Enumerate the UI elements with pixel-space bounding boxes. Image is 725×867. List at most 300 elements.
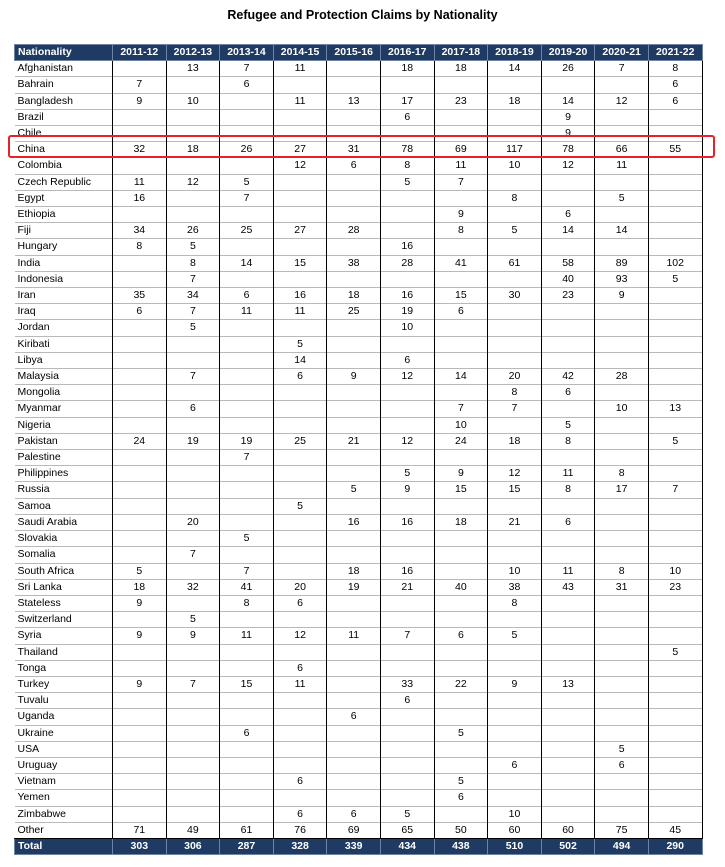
- claim-count-cell: 7: [434, 401, 488, 417]
- claim-count-cell: 14: [541, 93, 595, 109]
- total-label: Total: [15, 838, 113, 854]
- claim-count-cell: 41: [220, 579, 274, 595]
- claim-count-cell: 19: [166, 433, 220, 449]
- claim-count-cell: 8: [488, 190, 542, 206]
- nationality-cell: Slovakia: [15, 531, 113, 547]
- claim-count-cell: [434, 547, 488, 563]
- claim-count-cell: [327, 239, 381, 255]
- claim-count-cell: [541, 174, 595, 190]
- claim-count-cell: [488, 271, 542, 287]
- claim-count-cell: 6: [595, 757, 649, 773]
- claim-count-cell: 26: [220, 142, 274, 158]
- table-row: [15, 417, 703, 433]
- table-row: [15, 498, 703, 514]
- claim-count-cell: [648, 385, 702, 401]
- claim-count-cell: 27: [273, 223, 327, 239]
- claim-count-cell: [327, 207, 381, 223]
- claim-count-cell: [434, 806, 488, 822]
- claim-count-cell: [380, 595, 434, 611]
- claim-count-cell: 12: [273, 628, 327, 644]
- claim-count-cell: 6: [327, 709, 381, 725]
- table-row: [15, 288, 703, 304]
- claim-count-cell: [380, 336, 434, 352]
- claim-count-cell: 49: [166, 822, 220, 838]
- claim-count-cell: [541, 806, 595, 822]
- table-row: [15, 660, 703, 676]
- claim-count-cell: 33: [380, 676, 434, 692]
- claim-count-cell: 5: [327, 482, 381, 498]
- claim-count-cell: [220, 547, 274, 563]
- claim-count-cell: 7: [380, 628, 434, 644]
- claim-count-cell: [541, 644, 595, 660]
- claim-count-cell: [273, 644, 327, 660]
- claim-count-cell: [541, 352, 595, 368]
- claim-count-cell: [113, 644, 167, 660]
- column-header-year: 2019-20: [541, 45, 595, 61]
- claim-count-cell: [648, 450, 702, 466]
- claim-count-cell: 12: [380, 369, 434, 385]
- claim-count-cell: 25: [220, 223, 274, 239]
- claim-count-cell: [541, 547, 595, 563]
- claim-count-cell: 9: [434, 466, 488, 482]
- claim-count-cell: [648, 320, 702, 336]
- claim-count-cell: 78: [541, 142, 595, 158]
- claim-count-cell: [327, 498, 381, 514]
- column-header-nationality: Nationality: [15, 45, 113, 61]
- claim-count-cell: [113, 336, 167, 352]
- claim-count-cell: 117: [488, 142, 542, 158]
- claim-count-cell: [380, 77, 434, 93]
- claim-count-cell: [327, 547, 381, 563]
- claim-count-cell: [273, 531, 327, 547]
- claim-count-cell: [327, 271, 381, 287]
- table-row: [15, 725, 703, 741]
- claim-count-cell: 11: [273, 676, 327, 692]
- claim-count-cell: [648, 660, 702, 676]
- claim-count-cell: 8: [166, 255, 220, 271]
- nationality-cell: Libya: [15, 352, 113, 368]
- claim-count-cell: [434, 563, 488, 579]
- claim-count-cell: [113, 401, 167, 417]
- claim-count-cell: 26: [166, 223, 220, 239]
- claim-count-cell: 12: [273, 158, 327, 174]
- claim-count-cell: 6: [327, 806, 381, 822]
- claim-count-cell: [488, 417, 542, 433]
- claim-count-cell: [273, 514, 327, 530]
- claim-count-cell: 34: [166, 288, 220, 304]
- claim-count-cell: [273, 563, 327, 579]
- claim-count-cell: [541, 595, 595, 611]
- claim-count-cell: 32: [166, 579, 220, 595]
- total-value: 438: [434, 838, 488, 854]
- claim-count-cell: [488, 741, 542, 757]
- claim-count-cell: [595, 693, 649, 709]
- claim-count-cell: 7: [220, 190, 274, 206]
- claim-count-cell: [166, 466, 220, 482]
- claim-count-cell: [434, 77, 488, 93]
- claim-count-cell: [327, 774, 381, 790]
- claim-count-cell: 61: [220, 822, 274, 838]
- claim-count-cell: [488, 109, 542, 125]
- claim-count-cell: [434, 644, 488, 660]
- claim-count-cell: [541, 612, 595, 628]
- claim-count-cell: [648, 223, 702, 239]
- claim-count-cell: 9: [113, 676, 167, 692]
- claim-count-cell: [595, 450, 649, 466]
- claim-count-cell: [113, 385, 167, 401]
- claim-count-cell: 75: [595, 822, 649, 838]
- claim-count-cell: [327, 531, 381, 547]
- claim-count-cell: [327, 595, 381, 611]
- claim-count-cell: 5: [595, 190, 649, 206]
- claim-count-cell: 40: [434, 579, 488, 595]
- claim-count-cell: [273, 190, 327, 206]
- claim-count-cell: [595, 77, 649, 93]
- table-row: [15, 709, 703, 725]
- claim-count-cell: 55: [648, 142, 702, 158]
- claim-count-cell: 8: [541, 482, 595, 498]
- claim-count-cell: [220, 498, 274, 514]
- claim-count-cell: [166, 109, 220, 125]
- nationality-cell: Russia: [15, 482, 113, 498]
- table-row: [15, 385, 703, 401]
- claim-count-cell: 11: [273, 93, 327, 109]
- claim-count-cell: [595, 774, 649, 790]
- claim-count-cell: 21: [327, 433, 381, 449]
- claim-count-cell: [113, 790, 167, 806]
- nationality-cell: Samoa: [15, 498, 113, 514]
- claim-count-cell: [648, 352, 702, 368]
- claim-count-cell: [541, 693, 595, 709]
- column-header-year: 2020-21: [595, 45, 649, 61]
- claim-count-cell: [648, 547, 702, 563]
- claim-count-cell: 8: [595, 466, 649, 482]
- nationality-cell: Saudi Arabia: [15, 514, 113, 530]
- claim-count-cell: [380, 612, 434, 628]
- claim-count-cell: 50: [434, 822, 488, 838]
- claim-count-cell: [434, 709, 488, 725]
- claim-count-cell: [434, 271, 488, 287]
- claim-count-cell: [488, 207, 542, 223]
- claim-count-cell: 5: [166, 239, 220, 255]
- claim-count-cell: [380, 401, 434, 417]
- table-row: [15, 336, 703, 352]
- claim-count-cell: [595, 174, 649, 190]
- claim-count-cell: [113, 369, 167, 385]
- claim-count-cell: [648, 190, 702, 206]
- claim-count-cell: [166, 757, 220, 773]
- claim-count-cell: [648, 676, 702, 692]
- nationality-cell: Thailand: [15, 644, 113, 660]
- claim-count-cell: [220, 774, 274, 790]
- claim-count-cell: [327, 109, 381, 125]
- claim-count-cell: [220, 109, 274, 125]
- claim-count-cell: 10: [595, 401, 649, 417]
- claim-count-cell: [113, 757, 167, 773]
- claim-count-cell: [327, 725, 381, 741]
- table-row: [15, 741, 703, 757]
- claim-count-cell: [595, 725, 649, 741]
- claim-count-cell: 7: [166, 547, 220, 563]
- claim-count-cell: [220, 806, 274, 822]
- claim-count-cell: 30: [488, 288, 542, 304]
- table-row: [15, 612, 703, 628]
- claim-count-cell: 14: [434, 369, 488, 385]
- column-header-year: 2015-16: [327, 45, 381, 61]
- claim-count-cell: [648, 466, 702, 482]
- column-header-year: 2021-22: [648, 45, 702, 61]
- claim-count-cell: 17: [380, 93, 434, 109]
- claim-count-cell: 9: [541, 126, 595, 142]
- table-row: [15, 774, 703, 790]
- claim-count-cell: [166, 774, 220, 790]
- nationality-cell: Turkey: [15, 676, 113, 692]
- claim-count-cell: 5: [488, 223, 542, 239]
- claim-count-cell: [488, 709, 542, 725]
- nationality-cell: India: [15, 255, 113, 271]
- claim-count-cell: [273, 174, 327, 190]
- claim-count-cell: [488, 336, 542, 352]
- claim-count-cell: [595, 660, 649, 676]
- claim-count-cell: 18: [380, 61, 434, 77]
- table-row: [15, 450, 703, 466]
- claim-count-cell: 71: [113, 822, 167, 838]
- claim-count-cell: [166, 336, 220, 352]
- claim-count-cell: 7: [113, 77, 167, 93]
- table-row: [15, 207, 703, 223]
- total-value: 306: [166, 838, 220, 854]
- claim-count-cell: [273, 709, 327, 725]
- claim-count-cell: [273, 450, 327, 466]
- table-row: [15, 806, 703, 822]
- total-value: 494: [595, 838, 649, 854]
- claim-count-cell: 23: [434, 93, 488, 109]
- claim-count-cell: [595, 385, 649, 401]
- claim-count-cell: 9: [380, 482, 434, 498]
- claim-count-cell: [273, 741, 327, 757]
- claim-count-cell: 66: [595, 142, 649, 158]
- claim-count-cell: [327, 174, 381, 190]
- claim-count-cell: 24: [113, 433, 167, 449]
- claim-count-cell: 28: [327, 223, 381, 239]
- claim-count-cell: 8: [488, 385, 542, 401]
- claim-count-cell: [113, 709, 167, 725]
- claim-count-cell: [541, 239, 595, 255]
- nationality-cell: Fiji: [15, 223, 113, 239]
- claim-count-cell: [113, 612, 167, 628]
- claim-count-cell: [327, 417, 381, 433]
- claim-count-cell: [327, 190, 381, 206]
- claim-count-cell: [113, 741, 167, 757]
- claim-count-cell: [595, 676, 649, 692]
- claim-count-cell: 7: [488, 401, 542, 417]
- nationality-cell: China: [15, 142, 113, 158]
- claim-count-cell: [648, 806, 702, 822]
- nationality-cell: Czech Republic: [15, 174, 113, 190]
- claim-count-cell: 12: [541, 158, 595, 174]
- claim-count-cell: [648, 612, 702, 628]
- claim-count-cell: [380, 498, 434, 514]
- claim-count-cell: [113, 466, 167, 482]
- claim-count-cell: [488, 239, 542, 255]
- claim-count-cell: [488, 531, 542, 547]
- claim-count-cell: [434, 660, 488, 676]
- claim-count-cell: 5: [380, 806, 434, 822]
- claim-count-cell: [380, 547, 434, 563]
- claim-count-cell: [327, 450, 381, 466]
- claim-count-cell: 6: [273, 369, 327, 385]
- claim-count-cell: 14: [488, 61, 542, 77]
- claim-count-cell: [488, 352, 542, 368]
- claim-count-cell: [595, 498, 649, 514]
- claim-count-cell: [488, 77, 542, 93]
- table-row: [15, 77, 703, 93]
- claim-count-cell: 6: [380, 352, 434, 368]
- table-row: [15, 223, 703, 239]
- claim-count-cell: [166, 498, 220, 514]
- claim-count-cell: [327, 693, 381, 709]
- nationality-cell: Iraq: [15, 304, 113, 320]
- claim-count-cell: [648, 514, 702, 530]
- claim-count-cell: [113, 352, 167, 368]
- claim-count-cell: [166, 725, 220, 741]
- claim-count-cell: [220, 417, 274, 433]
- claim-count-cell: [113, 207, 167, 223]
- claim-count-cell: [380, 271, 434, 287]
- claim-count-cell: 5: [166, 612, 220, 628]
- claim-count-cell: [488, 320, 542, 336]
- nationality-cell: Philippines: [15, 466, 113, 482]
- claim-count-cell: 15: [220, 676, 274, 692]
- claim-count-cell: [595, 628, 649, 644]
- claim-count-cell: [595, 612, 649, 628]
- claim-count-cell: [273, 790, 327, 806]
- claim-count-cell: [434, 693, 488, 709]
- claim-count-cell: [648, 158, 702, 174]
- claim-count-cell: [273, 725, 327, 741]
- claim-count-cell: [434, 190, 488, 206]
- claim-count-cell: [595, 239, 649, 255]
- claim-count-cell: [166, 158, 220, 174]
- claim-count-cell: [648, 369, 702, 385]
- claim-count-cell: [220, 514, 274, 530]
- claim-count-cell: 8: [648, 61, 702, 77]
- claim-count-cell: [380, 644, 434, 660]
- nationality-cell: Jordan: [15, 320, 113, 336]
- claim-count-cell: 21: [380, 579, 434, 595]
- column-header-year: 2018-19: [488, 45, 542, 61]
- nationality-cell: Ethiopia: [15, 207, 113, 223]
- table-row: [15, 644, 703, 660]
- claim-count-cell: [648, 725, 702, 741]
- claim-count-cell: 12: [166, 174, 220, 190]
- claim-count-cell: 6: [434, 304, 488, 320]
- total-value: 434: [380, 838, 434, 854]
- claim-count-cell: [220, 660, 274, 676]
- claim-count-cell: [488, 660, 542, 676]
- claim-count-cell: 23: [541, 288, 595, 304]
- claim-count-cell: [327, 757, 381, 773]
- claim-count-cell: [327, 466, 381, 482]
- claim-count-cell: [166, 563, 220, 579]
- nationality-cell: Egypt: [15, 190, 113, 206]
- claim-count-cell: 19: [327, 579, 381, 595]
- claim-count-cell: [220, 320, 274, 336]
- nationality-cell: Palestine: [15, 450, 113, 466]
- claim-count-cell: 13: [166, 61, 220, 77]
- claim-count-cell: 14: [595, 223, 649, 239]
- claim-count-cell: 16: [327, 514, 381, 530]
- claim-count-cell: 34: [113, 223, 167, 239]
- claim-count-cell: [273, 693, 327, 709]
- claim-count-cell: 93: [595, 271, 649, 287]
- table-row: [15, 693, 703, 709]
- claim-count-cell: 7: [434, 174, 488, 190]
- claim-count-cell: [220, 757, 274, 773]
- claim-count-cell: [220, 741, 274, 757]
- claim-count-cell: [113, 158, 167, 174]
- claim-count-cell: [541, 450, 595, 466]
- claim-count-cell: 69: [327, 822, 381, 838]
- claim-count-cell: 10: [488, 563, 542, 579]
- claim-count-cell: 5: [648, 271, 702, 287]
- claim-count-cell: 32: [113, 142, 167, 158]
- claim-count-cell: [273, 547, 327, 563]
- claim-count-cell: 10: [380, 320, 434, 336]
- claim-count-cell: [380, 190, 434, 206]
- claim-count-cell: 8: [541, 433, 595, 449]
- claim-count-cell: 16: [380, 288, 434, 304]
- total-value: 510: [488, 838, 542, 854]
- claim-count-cell: [541, 304, 595, 320]
- claim-count-cell: 43: [541, 579, 595, 595]
- claim-count-cell: 6: [220, 77, 274, 93]
- claim-count-cell: [595, 514, 649, 530]
- table-row: [15, 433, 703, 449]
- table-row: [15, 190, 703, 206]
- claim-count-cell: [220, 482, 274, 498]
- nationality-cell: Iran: [15, 288, 113, 304]
- claim-count-cell: [166, 352, 220, 368]
- claim-count-cell: [113, 271, 167, 287]
- claim-count-cell: [113, 660, 167, 676]
- nationality-cell: Uganda: [15, 709, 113, 725]
- claim-count-cell: [648, 628, 702, 644]
- claim-count-cell: [488, 304, 542, 320]
- claim-count-cell: [113, 109, 167, 125]
- claim-count-cell: [595, 595, 649, 611]
- nationality-cell: Malaysia: [15, 369, 113, 385]
- claim-count-cell: [648, 498, 702, 514]
- table-row: [15, 514, 703, 530]
- table-row: [15, 109, 703, 125]
- claim-count-cell: 7: [166, 676, 220, 692]
- claim-count-cell: 6: [166, 401, 220, 417]
- claim-count-cell: 78: [380, 142, 434, 158]
- nationality-cell: Tuvalu: [15, 693, 113, 709]
- claim-count-cell: [327, 612, 381, 628]
- claim-count-cell: 89: [595, 255, 649, 271]
- claim-count-cell: [113, 417, 167, 433]
- table-row: [15, 93, 703, 109]
- table-row: [15, 352, 703, 368]
- claim-count-cell: [595, 417, 649, 433]
- claim-count-cell: 16: [380, 563, 434, 579]
- claim-count-cell: [595, 109, 649, 125]
- claim-count-cell: 18: [434, 514, 488, 530]
- nationality-cell: Bahrain: [15, 77, 113, 93]
- claim-count-cell: [648, 288, 702, 304]
